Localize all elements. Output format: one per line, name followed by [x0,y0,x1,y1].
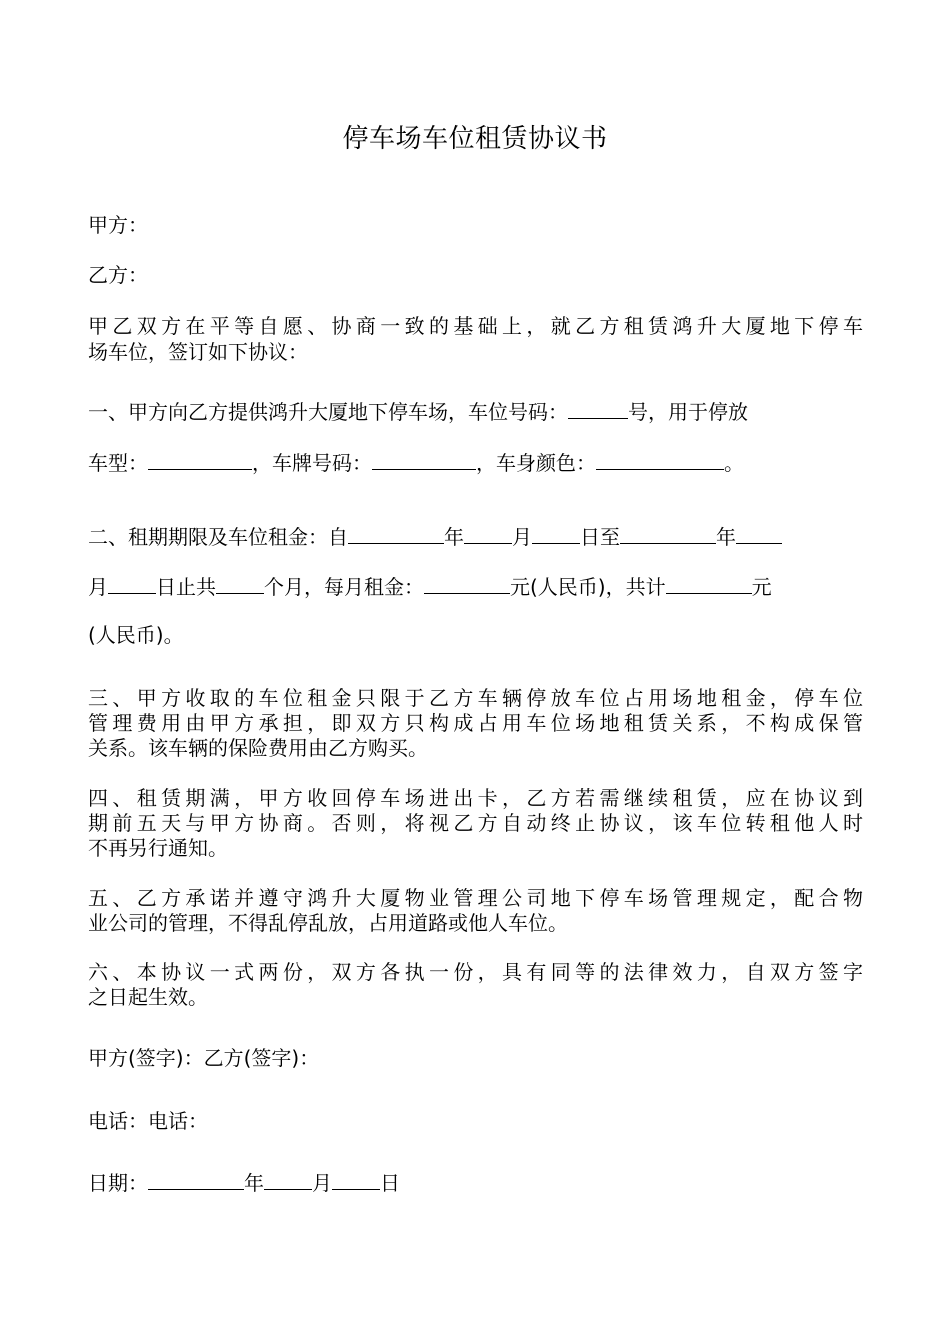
parking-number-blank[interactable] [568,398,628,419]
year-label: 年 [444,525,464,549]
sign-year-blank[interactable] [148,1169,244,1190]
sign-day-blank[interactable] [332,1169,380,1190]
signature-line: 甲方(签字)：乙方(签字)： [88,1046,320,1070]
intro-line-2: 场车位，签订如下协议： [88,340,308,364]
vehicle-color-blank[interactable] [596,449,724,470]
sign-month-label: 月 [312,1171,332,1195]
clause-3-line-1: 三、甲方收取的车位租金只限于乙方车辆停放车位占用场地租金，停车位 [88,686,863,710]
start-year-blank[interactable] [348,523,444,544]
sign-day-label: 日 [380,1171,400,1195]
date-label: 日期： [88,1171,148,1195]
document-title: 停车场车位租赁协议书 [342,124,608,154]
clause-1-text-a: 一、甲方向乙方提供鸿升大厦地下停车场，车位号码： [88,400,568,424]
date-line [88,1169,863,1195]
total-amount-blank[interactable] [666,573,752,594]
start-month-blank[interactable] [464,523,512,544]
clause-1-line-1 [88,398,863,424]
vehicle-type-blank[interactable] [148,449,252,470]
end-month-label: 月 [88,575,108,599]
clause-1-period: 。 [724,451,744,475]
plate-number-label: ，车牌号码： [252,451,372,475]
vehicle-type-label: 车型： [88,451,148,475]
clause-3-line-2: 管理费用由甲方承担，即双方只构成占用车位场地租赁关系，不构成保管 [88,711,863,735]
clause-2-line-2 [88,573,863,599]
total-label: 元(人民币)，共计 [510,575,666,599]
sign-month-blank[interactable] [264,1169,312,1190]
lease-term-label: 二、租期期限及车位租金：自 [88,525,348,549]
end-month-blank-a[interactable] [736,523,782,544]
monthly-rent-blank[interactable] [424,573,510,594]
end-day-blank[interactable] [108,573,156,594]
clause-1-line-2 [88,449,863,475]
total-months-label: 日止共 [156,575,216,599]
clause-4-line-1: 四、租赁期满，甲方收回停车场进出卡，乙方若需继续租赁，应在协议到 [88,786,863,810]
total-months-blank[interactable] [216,573,264,594]
clause-6-line-1: 六、本协议一式两份，双方各执一份，具有同等的法律效力，自双方签字 [88,960,863,984]
clause-6-line-2: 之日起生效。 [88,985,208,1009]
phone-line: 电话：电话： [88,1109,208,1133]
clause-2-line-3: (人民币)。 [88,623,184,647]
end-year-blank[interactable] [620,523,716,544]
vehicle-color-label: ，车身颜色： [476,451,596,475]
party-a-label: 甲方： [88,213,148,237]
clause-1-text-b: 号，用于停放 [628,400,748,424]
clause-4-line-3: 不再另行通知。 [88,836,228,860]
start-day-blank[interactable] [532,523,580,544]
monthly-rent-label: 个月，每月租金： [264,575,424,599]
day-to-label: 日至 [580,525,620,549]
clause-2-line-1 [88,523,863,549]
end-year-label: 年 [716,525,736,549]
yuan-label: 元 [751,575,772,599]
clause-4-line-2: 期前五天与甲方协商。否则，将视乙方自动终止协议，该车位转租他人时 [88,811,863,835]
sign-year-label: 年 [244,1171,264,1195]
clause-5-line-2: 业公司的管理，不得乱停乱放，占用道路或他人车位。 [88,911,568,935]
month-label: 月 [512,525,532,549]
clause-3-line-3: 关系。该车辆的保险费用由乙方购买。 [88,736,428,760]
plate-number-blank[interactable] [372,449,476,470]
intro-line-1: 甲乙双方在平等自愿、协商一致的基础上，就乙方租赁鸿升大厦地下停车 [88,314,863,338]
party-b-label: 乙方： [88,263,148,287]
clause-5-line-1: 五、乙方承诺并遵守鸿升大厦物业管理公司地下停车场管理规定，配合物 [88,886,863,910]
